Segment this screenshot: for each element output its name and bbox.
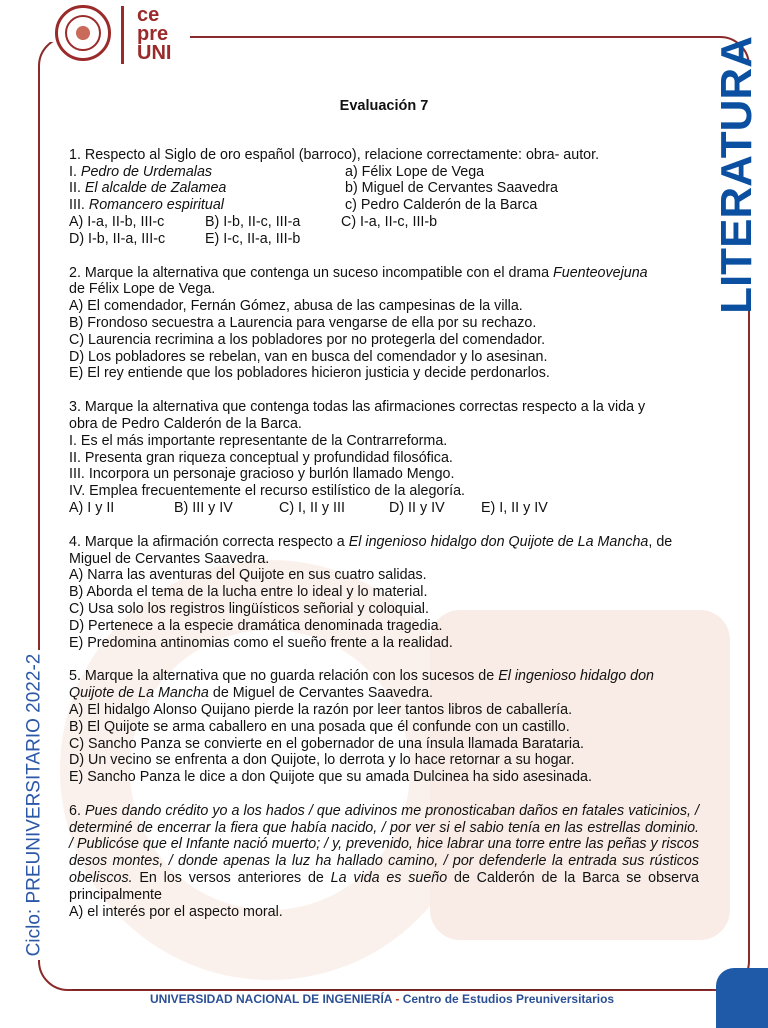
logo-line: ce [137, 4, 160, 26]
work-title: Pedro de Urdemalas [80, 163, 213, 180]
statement: II. Presenta gran riqueza conceptual y profundidad filosófica. [69, 449, 453, 466]
footer-divider [72, 989, 712, 990]
question-stem [69, 265, 699, 282]
stem-text: de Félix Lope de Vega. [69, 281, 216, 298]
pair-row [69, 180, 699, 197]
stem-text: 4. Marque la afirmación correcta respecto a [69, 533, 349, 550]
subject-label [712, 36, 762, 314]
option: B) Frondoso secuestra a Laurencia para vengarse de ella por su rechazo. [69, 314, 537, 331]
option: A) el interés por el aspecto moral. [69, 903, 283, 920]
stem-text: En los versos anteriores de [132, 870, 331, 887]
option: E) Sancho Panza le dice a don Quijote que su amada Dulcinea ha sido asesinada. [69, 769, 592, 786]
option: D) I-b, II-a, III-c [69, 230, 166, 247]
option: C) Sancho Panza se convierte en el gobernador de una ínsula llamada Barataria. [69, 735, 585, 752]
work-title: El ingenioso hidalgo don Quijote de La Mancha [69, 668, 654, 702]
work-number: III. [69, 197, 89, 214]
author-option: b) Miguel de Cervantes Saavedra [345, 180, 558, 197]
work-title: Romancero espiritual [88, 197, 224, 214]
pair-row [69, 197, 699, 214]
question-6 [69, 803, 699, 921]
stem-text: de Miguel de Cervantes Saavedra. [208, 685, 434, 702]
option: C) Usa solo los registros lingüísticos señorial y coloquial. [69, 600, 429, 617]
option: A) El comendador, Fernán Gómez, abusa de las campesinas de la villa. [69, 298, 523, 315]
stem-text: 5. Marque la alternativa que no guarda relación con los sucesos de [69, 668, 499, 685]
option: E) El rey entiende que los pobladores hicieron justicia y decide perdonarlos. [69, 365, 550, 382]
option: E) I, II y IV [481, 499, 548, 516]
pair-row [69, 164, 699, 181]
option: E) Predomina antinomias como el sueño frente a la realidad. [69, 634, 453, 651]
footer-separator: - [392, 992, 403, 1006]
work-title: El alcalde de Zalamea [84, 180, 227, 197]
verse-quote: Pues dando crédito yo a los hados / que adivinos me pronosticaban daños en fatales vaticinios, / determiné de encerrar la fiera que había nacido, / por ver si el sabio tenía en las estrellas dominio. / Publicóse que el Infante nació muerto; / y, prevenido, hice labrar una torre entre las peñas y riscos desos montes, / donde apenas la luz ha hallado camino, / por defenderle la entrada sus rústicos obeliscos. [69, 802, 699, 887]
work-number: I. [69, 163, 81, 180]
logo-divider [121, 6, 124, 64]
option: B) I-b, II-c, III-a [205, 213, 301, 230]
question-stem: 1. Respecto al Siglo de oro español (barroco), relacione correctamente: obra- autor. [69, 146, 600, 163]
option: D) Un vecino se enfrenta a don Quijote, lo derrota y lo hace retornar a su hogar. [69, 752, 575, 769]
option: A) I y II [69, 499, 115, 516]
work-title: La vida es sueño [330, 870, 448, 887]
stem-text: , de Miguel de Cervantes Saavedra. [69, 533, 673, 567]
options-row [69, 231, 699, 248]
option: D) Los pobladores se rebelan, van en busca del comendador y lo asesinan. [69, 348, 548, 365]
footer-institution: UNIVERSIDAD NACIONAL DE INGENIERÍA [150, 992, 393, 1006]
option: E) I-c, II-a, III-b [205, 230, 301, 247]
option: B) El Quijote se arma caballero en una posada que él confunde con un castillo. [69, 718, 570, 735]
cepre-uni-logo [137, 6, 171, 63]
stem-text: de Calderón de la Barca se observa principalmente [69, 870, 699, 903]
options-row [69, 214, 699, 231]
option: B) III y IV [174, 499, 233, 516]
author-option: a) Félix Lope de Vega [345, 163, 485, 180]
work-title: Fuenteovejuna [553, 264, 648, 281]
statement: III. Incorpora un personaje gracioso y burlón llamado Mengo. [69, 466, 455, 483]
statement: I. Es el más importante representante de la Contrarreforma. [69, 432, 448, 449]
author-option: c) Pedro Calderón de la Barca [345, 197, 538, 214]
subject-text: LITERATURA [712, 36, 762, 314]
question-1 [69, 147, 699, 248]
question-stem [69, 534, 699, 568]
option: C) Laurencia recrimina a los pobladores por no protegerla del comendador. [69, 331, 546, 348]
option: D) II y IV [389, 499, 445, 516]
footer [150, 992, 614, 1006]
question-stem [69, 668, 699, 702]
corner-accent [716, 968, 768, 1028]
exam-content [69, 98, 699, 937]
logo-line: pre [137, 23, 169, 45]
question-stem: 3. Marque la alternativa que contenga todas las afirmaciones correctas respecto a la vida y [69, 399, 646, 416]
stem-text: obra de Pedro Calderón de la Barca. [69, 415, 302, 432]
question-3 [69, 399, 699, 517]
option: A) El hidalgo Alonso Quijano pierde la razón por leer tantos libros de caballería. [69, 701, 573, 718]
footer-center: Centro de Estudios Preuniversitarios [402, 992, 615, 1006]
option: A) Narra las aventuras del Quijote en sus cuatro salidas. [69, 567, 427, 584]
seal-emblem [65, 15, 101, 51]
question-2 [69, 265, 699, 383]
option: B) Aborda el tema de la lucha entre lo ideal y lo material. [69, 584, 428, 601]
option: C) I-a, II-c, III-b [341, 213, 438, 230]
cycle-label [17, 653, 51, 957]
option: C) I, II y III [279, 499, 345, 516]
options-row [69, 500, 699, 517]
page-title: Evaluación 7 [339, 98, 429, 114]
work-number: II. [69, 180, 85, 197]
question-stem [69, 803, 699, 904]
statement: IV. Emplea frecuentemente el recurso estilístico de la alegoría. [69, 483, 466, 500]
question-5 [69, 668, 699, 786]
cycle-text: Ciclo: PREUNIVERSITARIO 2022-2 [23, 653, 44, 957]
question-number: 6. [69, 802, 85, 819]
work-title: El ingenioso hidalgo don Quijote de La Mancha [348, 533, 649, 550]
university-seal-icon [55, 5, 111, 61]
stem-text: 2. Marque la alternativa que contenga un suceso incompatible con el drama [69, 264, 554, 281]
question-4 [69, 534, 699, 652]
option: A) I-a, II-b, III-c [69, 213, 165, 230]
logo-line: UNI [137, 42, 172, 64]
option: D) Pertenece a la especie dramática denominada tragedia. [69, 617, 443, 634]
